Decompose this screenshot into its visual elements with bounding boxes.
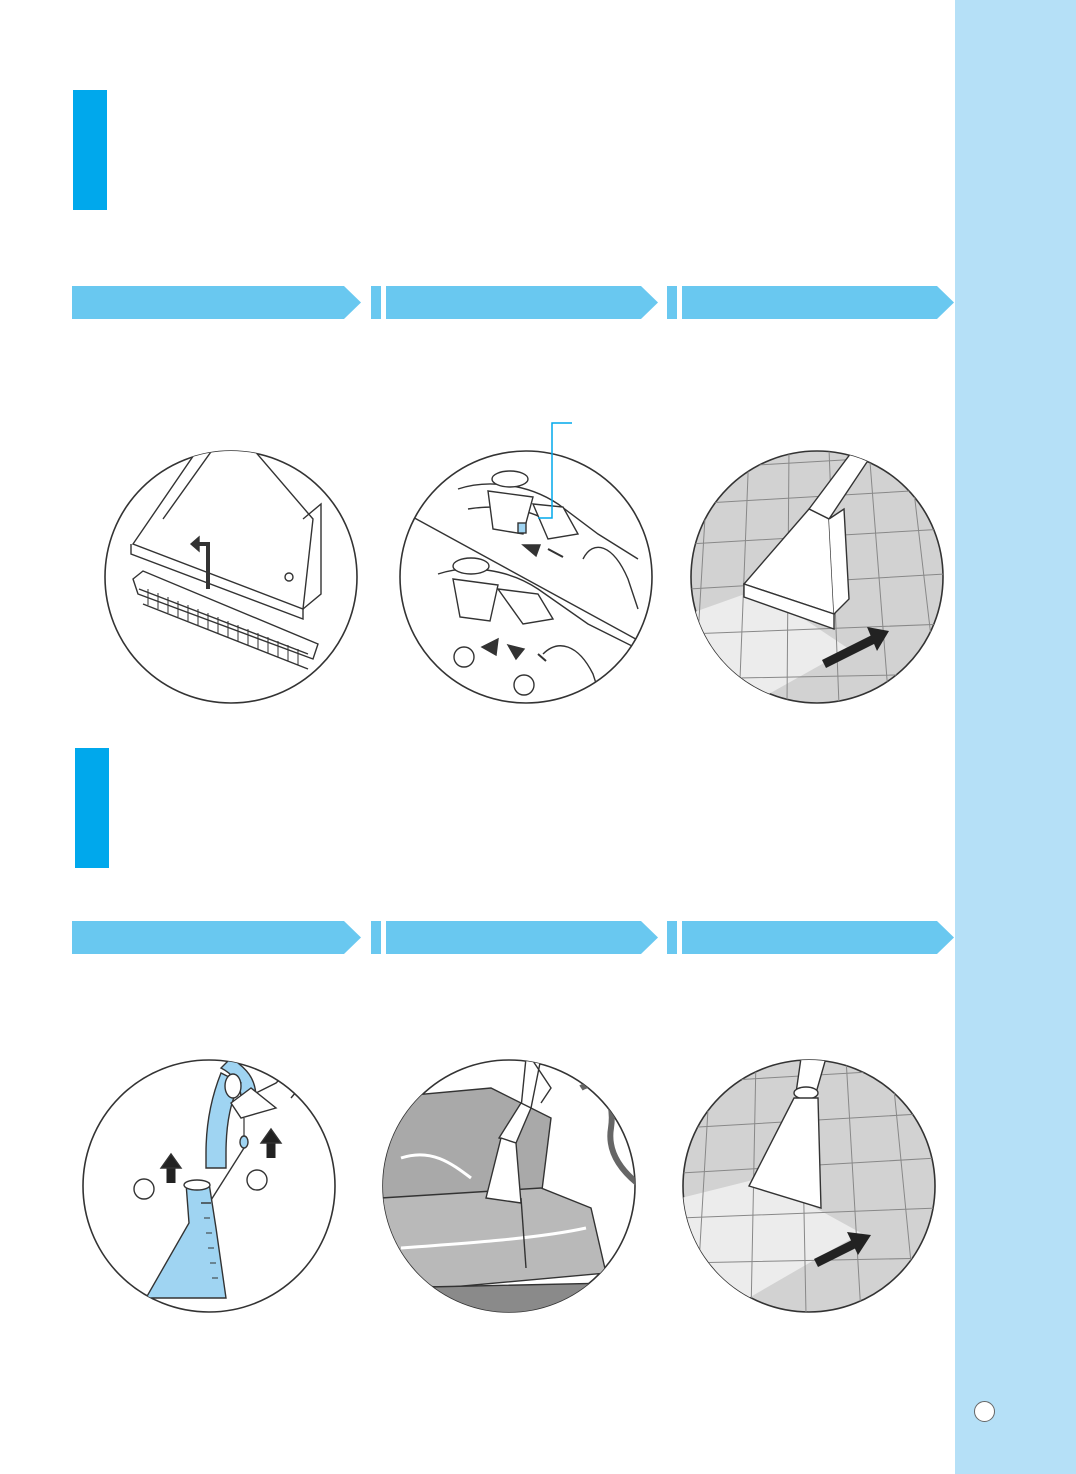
section-marker-1 (73, 90, 107, 210)
step-banner-2-3 (667, 921, 955, 954)
step-banner-2-1 (72, 921, 362, 954)
step-banner-1-3 (667, 286, 955, 319)
page-number (974, 1401, 995, 1422)
section-marker-2 (75, 748, 109, 868)
callout-leader (520, 418, 580, 528)
upholstery-nozzle-attach-illustration (81, 1058, 337, 1314)
step-banner-1-2 (371, 286, 659, 319)
step-banner-1-1 (72, 286, 362, 319)
step-banner-2-2 (371, 921, 659, 954)
nozzle-brush-detach-illustration (103, 449, 359, 705)
floor-tile-cleaning-illustration (689, 449, 945, 705)
side-tab-strip (955, 0, 1076, 1474)
sofa-cleaning-illustration (381, 1058, 637, 1314)
floor-tile-cleaning-2-illustration (681, 1058, 937, 1314)
